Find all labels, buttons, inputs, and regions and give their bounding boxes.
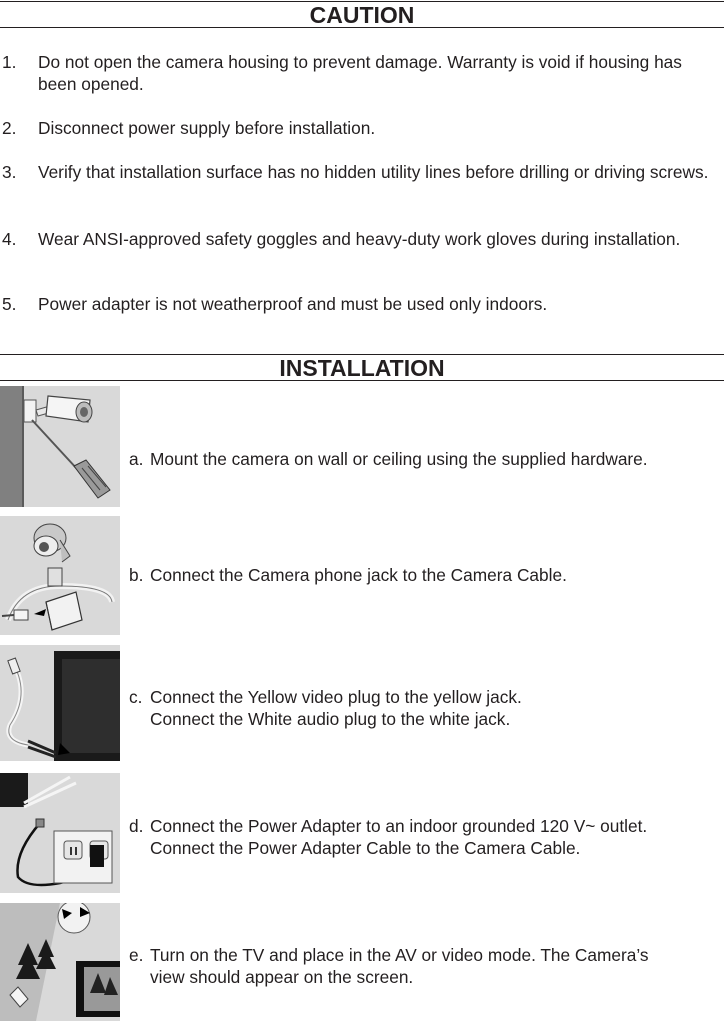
step-text: Connect the Yellow video plug to the yellow jack. [150, 687, 522, 707]
caution-item-number: 2. [2, 118, 17, 138]
step-text: Connect the Power Adapter to an indoor grounded 120 V~ outlet. [150, 816, 648, 836]
tv-av-plugs-illustration [0, 645, 120, 761]
step-letter: c. [129, 687, 143, 707]
step-letter: d. [129, 816, 144, 836]
step-letter: e. [129, 945, 144, 965]
step-text: Connect the Power Adapter Cable to the Camera Cable. [150, 838, 581, 858]
caution-item-number: 3. [2, 162, 17, 182]
caution-heading: CAUTION [0, 1, 724, 28]
camera-wall-mount-illustration [0, 386, 120, 507]
step-text: Connect the White audio plug to the white jack. [150, 709, 511, 729]
caution-item-number: 4. [2, 229, 17, 249]
camera-view-tv-illustration [0, 903, 120, 1021]
installation-heading: INSTALLATION [0, 354, 724, 381]
step-text: Mount the camera on wall or ceiling using the supplied hardware. [150, 449, 648, 469]
step-text: Turn on the TV and place in the AV or video mode. The Camera’s [150, 945, 649, 965]
caution-item-text: Disconnect power supply before installation. [38, 118, 376, 138]
step-text: view should appear on the screen. [150, 967, 414, 987]
caution-item-text: Verify that installation surface has no hidden utility lines before drilling or driving screws. [38, 162, 709, 182]
caution-item-text: Do not open the camera housing to prevent damage. Warranty is void if housing has been opened. [38, 52, 682, 94]
caution-item-number: 5. [2, 294, 17, 314]
caution-item-text: Power adapter is not weatherproof and must be used only indoors. [38, 294, 548, 314]
step-text: Connect the Camera phone jack to the Camera Cable. [150, 565, 567, 585]
power-adapter-outlet-illustration [0, 773, 120, 893]
caution-item-text: Wear ANSI-approved safety goggles and heavy-duty work gloves during installation. [38, 229, 681, 249]
camera-phone-jack-illustration [0, 516, 120, 635]
caution-item-number: 1. [2, 52, 17, 72]
step-letter: b. [129, 565, 144, 585]
step-letter: a. [129, 449, 144, 469]
